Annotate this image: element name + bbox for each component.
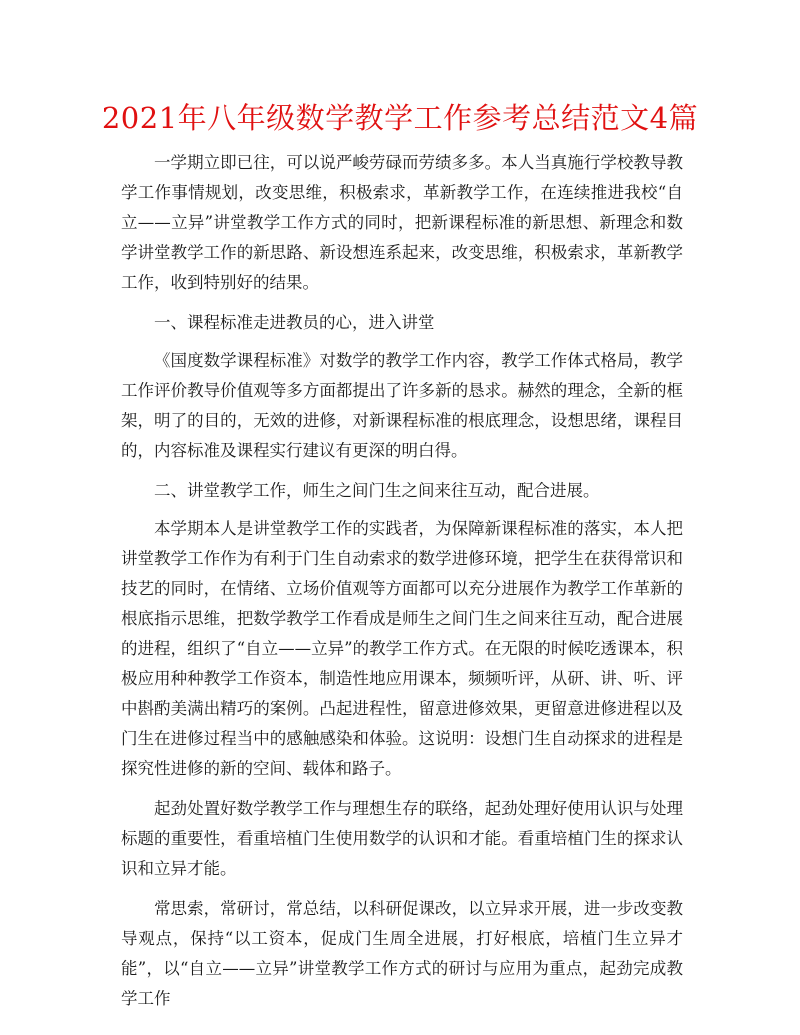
document-body <box>121 148 683 1024</box>
paragraph-curriculum: 《国度数学课程标准》对数学的教学工作内容，教学工作体式格局，教学工作评价教导价值观等多方面都提出了许多新的恳求。赫然的理念，全新的框架，明了的目的，无效的进修，对新课程标准的根底理念，设想思绪，课程目的，内容标准及课程实行建议有更深的明白得。 <box>121 351 683 460</box>
section-heading-2: 二、讲堂教学工作，师生之间门生之间来往互动，配合进展。 <box>154 481 600 500</box>
paragraph-intro: 一学期立即已往，可以说严峻劳碌而劳绩多多。本人当真施行学校教导教学工作事情规划，改变思维，积极索求，革新教学工作，在连续推进我校“自立——立异”讲堂教学工作方式的同时，把新课程标准的新思想、新理念和数学讲堂教学工作的新思路、新设想连系起来，改变思维，积极索求，革新教学工作，收到特别好的结果。 <box>121 153 683 292</box>
document-title: 2021年八年级数学教学工作参考总结范文4篇 <box>101 101 699 135</box>
paragraph-classroom: 本学期本人是讲堂教学工作的实践者，为保障新课程标准的落实，本人把讲堂教学工作作为有利于门生自动索求的数学进修环境，把学生在获得常识和技艺的同时，在情绪、立场价值观等方面都可以充分进展作为教学工作革新的根底指示思维，把数学教学工作看成是师生之间门生之间来往互动，配合进展的进程，组织了“自立——立异”的教学工作方式。在无限的时候吃透课本，积极应用种种教学工作资本，制造性地应用课本，频频听评，从研、讲、听、评中斟酌美满出精巧的案例。凸起进程性，留意进修效果，更留意进修进程以及门生在进修过程当中的感触感染和体验。这说明：设想门生自动探求的进程是探究性进修的新的空间、载体和路子。 <box>121 519 683 778</box>
paragraph-real-life: 起劲处置好数学教学工作与理想生存的联络，起劲处理好使用认识与处理标题的重要性，看重培植门生使用数学的认识和才能。看重培植门生的探求认识和立异才能。 <box>121 799 683 878</box>
section-heading-1: 一、课程标准走进教员的心，进入讲堂 <box>154 313 435 332</box>
paragraph-research: 常思索，常研讨，常总结，以科研促课改，以立异求开展，进一步改变教导观点，保持“以工资本，促成门生周全进展，打好根底，培植门生立异才能”，以“自立——立异”讲堂教学工作方式的研讨与应用为重点，起劲完成教学工作 <box>121 899 683 1008</box>
